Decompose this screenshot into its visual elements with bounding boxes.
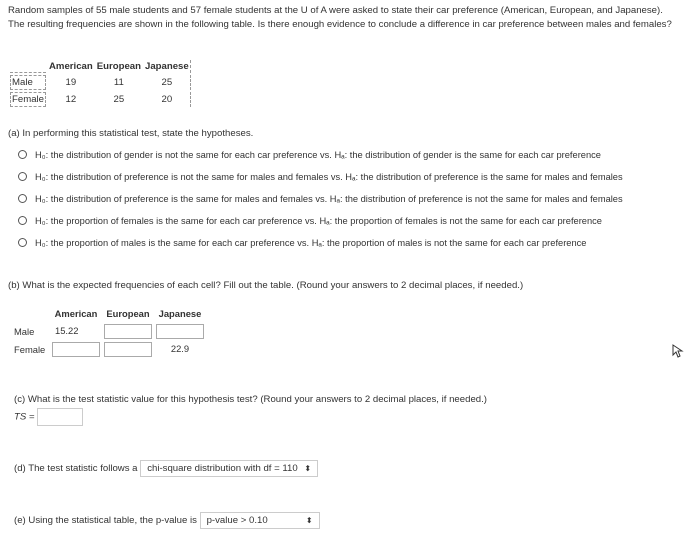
problem-intro xyxy=(8,4,698,32)
option-text: H₀: the proportion of males is the same for each car preference vs. Hₐ: the proportion of males is not the same for each car preference xyxy=(35,238,587,248)
table-row xyxy=(12,340,206,358)
p-value-selected-value: p-value > 0.10 xyxy=(206,515,268,526)
updown-arrow-icon: ⬍ xyxy=(304,464,312,473)
p-value-select[interactable] xyxy=(200,512,320,529)
option-text: H₀: the distribution of preference is the same for males and females vs. Hₐ: the distribution of preference is not the same for males and females xyxy=(35,194,623,204)
expected-male-japanese-input[interactable] xyxy=(156,324,204,339)
col-header-european: European xyxy=(96,61,141,72)
expected-male-european-input[interactable] xyxy=(104,324,152,339)
hypothesis-option-1[interactable] xyxy=(18,150,601,160)
col-header-american: American xyxy=(49,61,93,72)
intro-line-1: Random samples of 55 male students and 57 female students at the U of A were asked to state their car preference (American, European, and Japanese). xyxy=(8,5,663,16)
cell-value: 12 xyxy=(65,94,77,105)
mouse-pointer-icon xyxy=(672,344,684,358)
row-label-female: Female xyxy=(12,94,44,105)
observed-frequency-table xyxy=(8,58,193,109)
part-e-row xyxy=(14,512,320,529)
expected-frequency-table xyxy=(12,304,206,358)
part-b-prompt: (b) What is the expected frequencies of each cell? Fill out the table. (Round your answers to 2 decimal places, if needed.) xyxy=(8,280,524,291)
radio-button-icon[interactable] xyxy=(18,216,27,225)
table-row xyxy=(10,92,191,107)
col-header-japanese: Japanese xyxy=(144,61,189,72)
hypothesis-option-4[interactable] xyxy=(18,216,602,226)
part-c-prompt: (c) What is the test statistic value for this hypothesis test? (Round your answers to 2 decimal places, if needed.) xyxy=(14,394,487,405)
row-label-male: Male xyxy=(14,325,35,337)
expected-female-american-input[interactable] xyxy=(52,342,100,357)
cell-value: 20 xyxy=(144,92,191,107)
test-statistic-input[interactable] xyxy=(37,408,83,426)
expected-female-european-input[interactable] xyxy=(104,342,152,357)
expected-male-american: 15.22 xyxy=(52,324,100,339)
part-d-prompt: (d) The test statistic follows a xyxy=(14,463,138,475)
distribution-selected-value: chi-square distribution with df = 110 xyxy=(147,463,298,474)
option-text: H₀: the distribution of gender is not the same for each car preference vs. Hₐ: the distribution of gender is the same for each car preference xyxy=(35,150,601,160)
option-text: H₀: the proportion of females is the same for each car preference vs. Hₐ: the proportion of females is not the same for each car preference xyxy=(35,216,602,226)
row-label-male: Male xyxy=(10,75,46,90)
radio-button-icon[interactable] xyxy=(18,150,27,159)
col-header-japanese: Japanese xyxy=(158,307,202,319)
distribution-select[interactable] xyxy=(140,460,318,477)
radio-button-icon[interactable] xyxy=(18,238,27,247)
col-header-american: American xyxy=(54,307,98,319)
cell-value: 25 xyxy=(113,94,125,105)
cell-value: 25 xyxy=(144,75,191,90)
hypothesis-option-3[interactable] xyxy=(18,194,623,204)
part-e-prompt: (e) Using the statistical table, the p-value is xyxy=(14,515,197,527)
hypothesis-option-2[interactable] xyxy=(18,172,623,182)
radio-button-icon[interactable] xyxy=(18,194,27,203)
updown-arrow-icon: ⬍ xyxy=(305,516,313,525)
part-a-prompt: (a) In performing this statistical test, state the hypotheses. xyxy=(8,128,254,139)
test-statistic-row xyxy=(14,408,83,426)
expected-female-japanese: 22.9 xyxy=(156,342,204,357)
cell-value: 11 xyxy=(113,77,124,88)
row-label-female: Female xyxy=(14,343,46,355)
intro-line-2: The resulting frequencies are shown in the following table. Is there enough evidence to conclude a difference in car preference between males and females? xyxy=(8,19,672,30)
hypothesis-option-5[interactable] xyxy=(18,238,586,248)
option-text: H₀: the distribution of preference is not the same for males and females vs. Hₐ: the distribution of preference is the same for males and females xyxy=(35,172,623,182)
ts-label: TS = xyxy=(14,411,35,423)
table-row xyxy=(12,322,206,340)
radio-button-icon[interactable] xyxy=(18,172,27,181)
part-d-row xyxy=(14,460,318,477)
cell-value: 19 xyxy=(65,77,77,88)
col-header-european: European xyxy=(106,307,150,319)
table-row xyxy=(10,75,191,90)
